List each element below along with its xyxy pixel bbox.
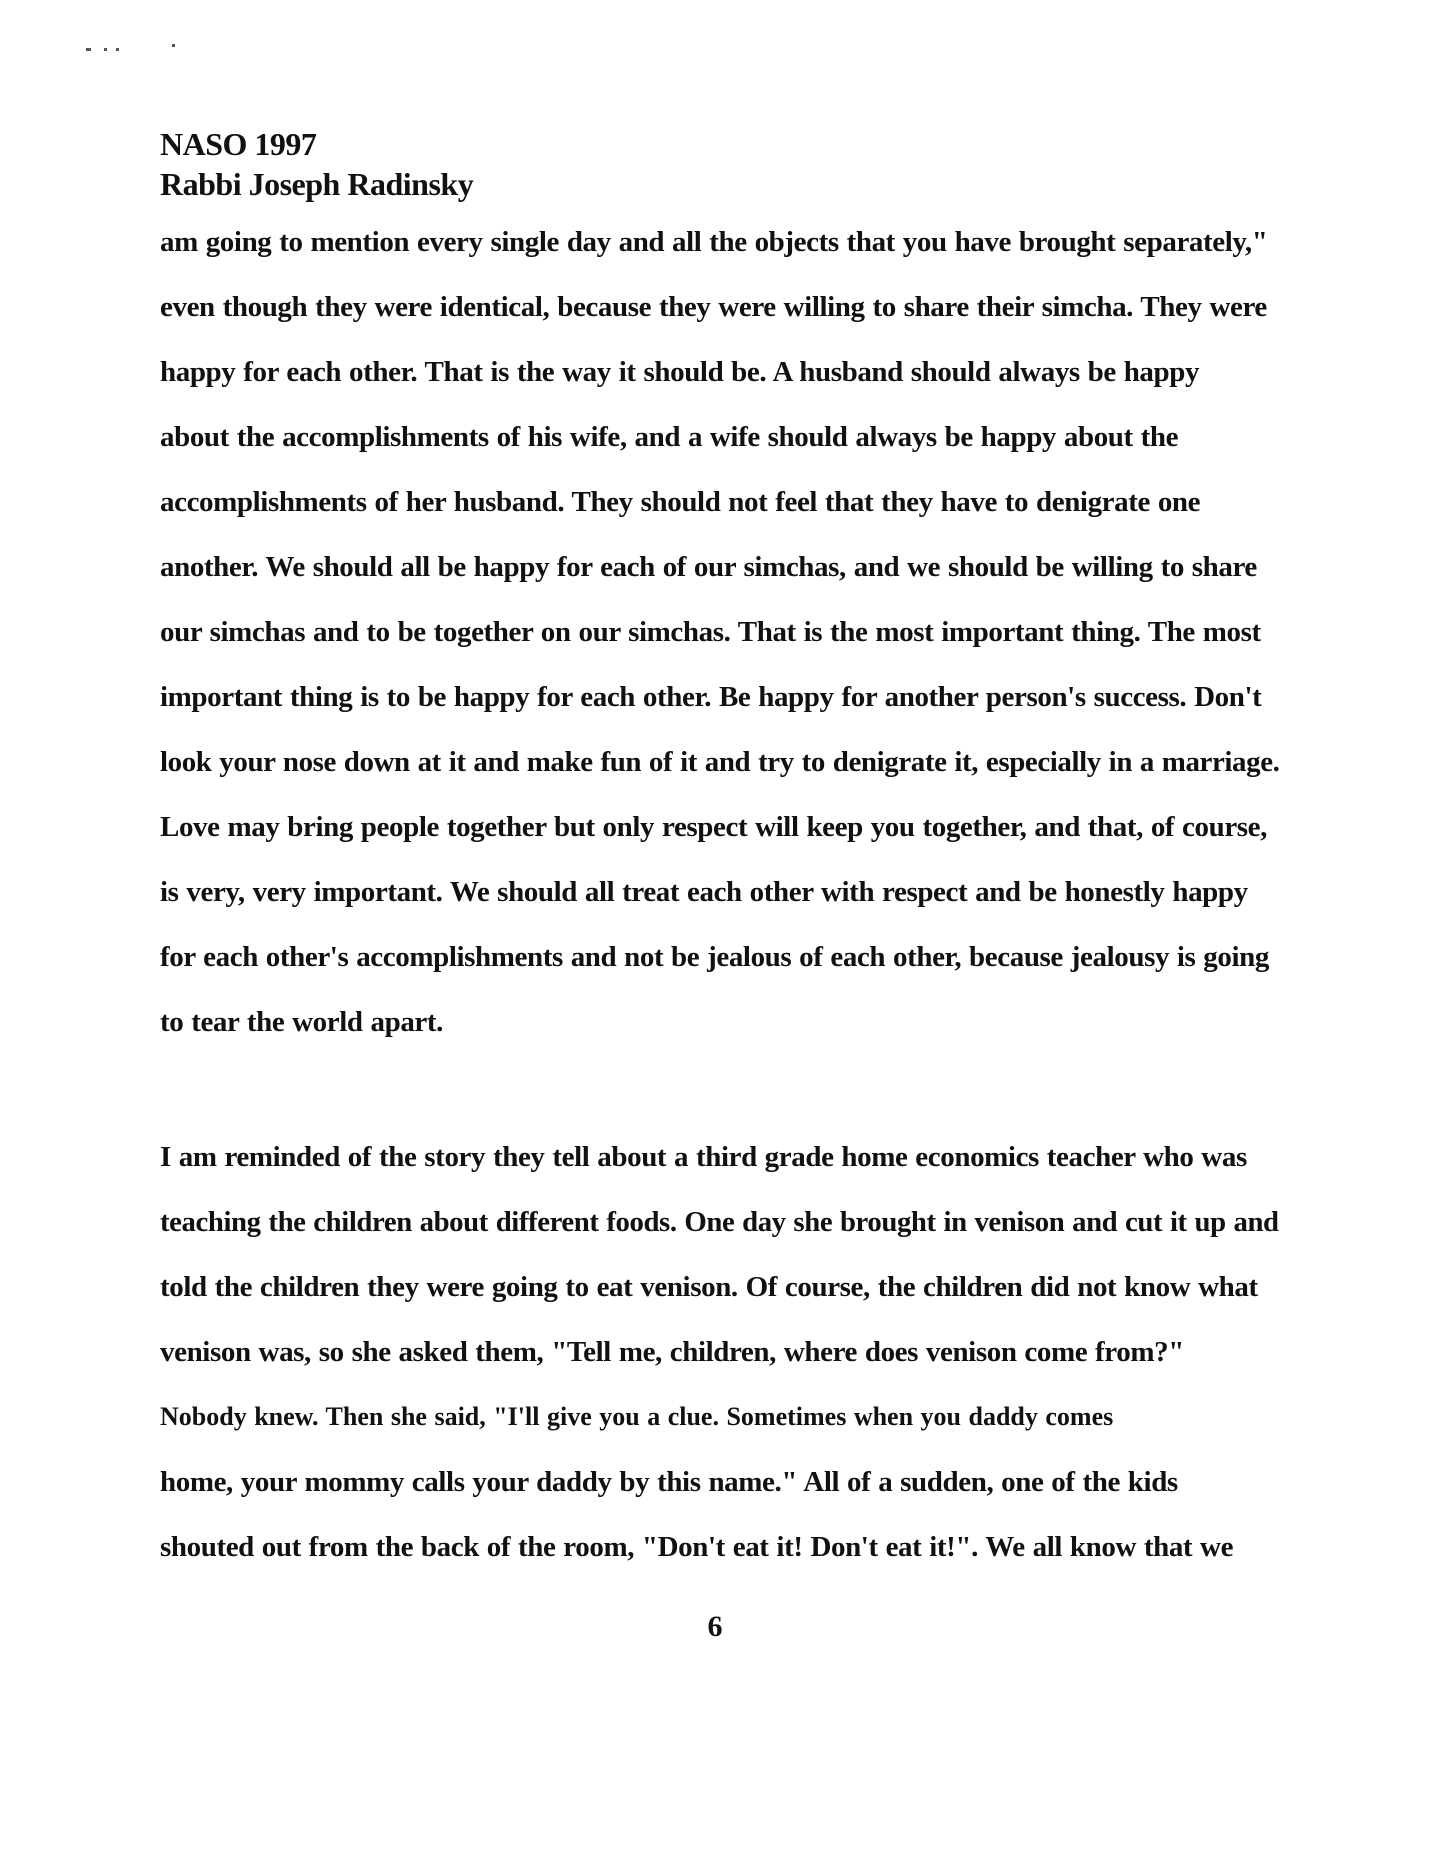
body-line: our simchas and to be together on our simchas. That is the most important thing. The most bbox=[160, 616, 1261, 648]
body-line: Nobody knew. Then she said, "I'll give you a clue. Sometimes when you daddy comes bbox=[160, 1402, 1114, 1431]
body-line: is very, very important. We should all treat each other with respect and be honestly happy bbox=[160, 876, 1248, 908]
body-line: home, your mommy calls your daddy by this name." All of a sudden, one of the kids bbox=[160, 1466, 1178, 1498]
document-header bbox=[160, 124, 473, 204]
document-title: NASO 1997 bbox=[160, 126, 317, 162]
scan-speck bbox=[104, 48, 107, 51]
body-line: Love may bring people together but only respect will keep you together, and that, of course, bbox=[160, 811, 1268, 843]
scan-speck bbox=[86, 48, 91, 51]
body-line: teaching the children about different foods. One day she brought in venison and cut it up and bbox=[160, 1206, 1279, 1238]
scan-speck bbox=[116, 48, 119, 51]
body-line: even though they were identical, because they were willing to share their simcha. They were bbox=[160, 291, 1267, 323]
scan-speck bbox=[172, 44, 175, 47]
body-line: to tear the world apart. bbox=[160, 1006, 443, 1038]
body-line: happy for each other. That is the way it should be. A husband should always be happy bbox=[160, 356, 1200, 388]
body-line: another. We should all be happy for each of our simchas, and we should be willing to share bbox=[160, 551, 1257, 583]
body-line: am going to mention every single day and all the objects that you have brought separately," bbox=[160, 226, 1268, 258]
page-number: 6 bbox=[707, 1610, 723, 1643]
document-author: Rabbi Joseph Radinsky bbox=[160, 166, 474, 202]
body-line: accomplishments of her husband. They should not feel that they have to denigrate one bbox=[160, 486, 1201, 518]
body-line: look your nose down at it and make fun of it and try to denigrate it, especially in a marriage. bbox=[160, 746, 1280, 778]
body-line: for each other's accomplishments and not be jealous of each other, because jealousy is going bbox=[160, 941, 1269, 973]
body-line: shouted out from the back of the room, "Don't eat it! Don't eat it!". We all know that we bbox=[160, 1531, 1234, 1563]
body-line: about the accomplishments of his wife, and a wife should always be happy about the bbox=[160, 421, 1179, 453]
body-line: important thing is to be happy for each other. Be happy for another person's success. Don't bbox=[160, 681, 1262, 713]
body-line: venison was, so she asked them, "Tell me, children, where does venison come from?" bbox=[160, 1336, 1184, 1368]
body-line: told the children they were going to eat venison. Of course, the children did not know what bbox=[160, 1271, 1258, 1303]
body-line: I am reminded of the story they tell about a third grade home economics teacher who was bbox=[160, 1141, 1247, 1173]
